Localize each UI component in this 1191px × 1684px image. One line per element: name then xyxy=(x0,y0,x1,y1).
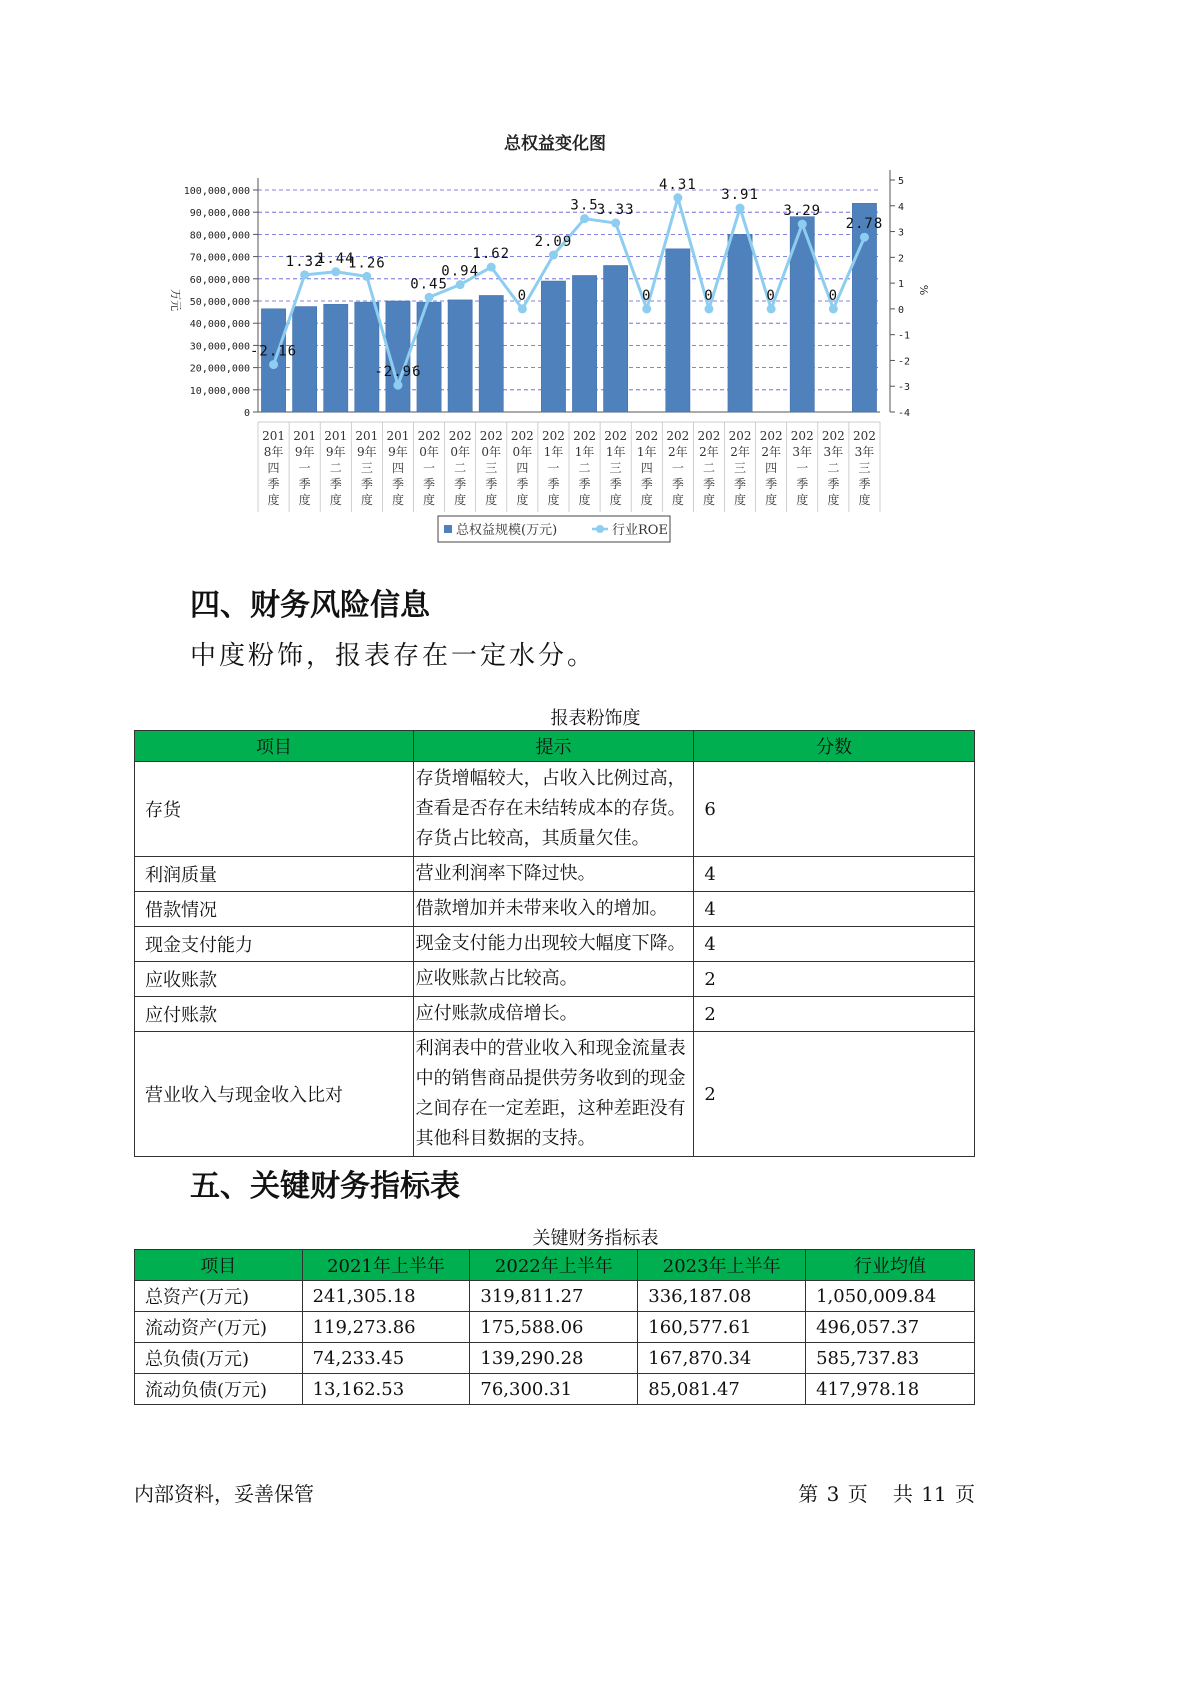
roe-point xyxy=(331,267,340,276)
risk-hint-cell: 应付账款成倍增长。 xyxy=(413,997,694,1032)
roe-data-label: 0 xyxy=(642,287,652,304)
risk-hint-cell: 利润表中的营业收入和现金流量表中的销售商品提供劳务收到的现金之间存在一定差距，这种差距没有其他科目数据的支持。 xyxy=(413,1032,694,1157)
metric-value-cell: 119,273.86 xyxy=(302,1312,470,1343)
roe-data-label: 1.32 xyxy=(285,253,324,270)
x-tick-label: 202 xyxy=(541,429,565,443)
section5-heading: 五、关键财务指标表 xyxy=(190,1169,460,1204)
x-tick-label: 9年 xyxy=(294,445,315,459)
roe-data-label: 3.5 xyxy=(570,197,599,214)
risk-item-cell: 现金支付能力 xyxy=(135,927,414,962)
roe-point xyxy=(860,233,869,242)
section4-paragraph: 中度粉饰，报表存在一定水分。 xyxy=(190,641,597,671)
metric-name-cell: 流动资产(万元) xyxy=(135,1312,303,1343)
roe-point xyxy=(269,360,278,369)
x-tick-label: 201 xyxy=(293,429,317,443)
x-tick-label: 四 xyxy=(267,461,280,475)
risk-hint-cell: 借款增加并未带来收入的增加。 xyxy=(413,892,694,927)
metric-value-cell: 139,290.28 xyxy=(470,1343,638,1374)
x-tick-label: 季 xyxy=(609,477,622,491)
x-tick-label: 0年 xyxy=(450,445,470,459)
y-right-tick-label: 4 xyxy=(898,201,905,213)
x-tick-label: 一 xyxy=(547,461,560,475)
x-tick-label: 202 xyxy=(573,429,597,443)
x-tick-label: 201 xyxy=(324,429,348,443)
risk-item-cell: 利润质量 xyxy=(135,857,414,892)
x-tick-label: 二 xyxy=(827,461,840,475)
header-cell: 2022年上半年 xyxy=(470,1250,638,1281)
y-right-tick-label: 5 xyxy=(898,176,905,187)
roe-data-label: 3.29 xyxy=(783,203,822,220)
risk-item-cell: 营业收入与现金收入比对 xyxy=(135,1032,414,1157)
x-tick-label: 度 xyxy=(765,493,778,507)
roe-point xyxy=(611,219,620,228)
roe-point xyxy=(767,304,776,313)
roe-point xyxy=(425,293,434,302)
y-left-tick-label: 50,000,000 xyxy=(189,297,250,308)
footer-left: 内部资料，妥善保管 xyxy=(134,1482,314,1506)
x-tick-label: 202 xyxy=(728,429,752,443)
x-tick-label: 度 xyxy=(609,493,622,507)
x-tick-label: 季 xyxy=(765,477,778,491)
x-tick-label: 三 xyxy=(858,461,871,475)
x-tick-label: 2年 xyxy=(699,445,719,459)
risk-table xyxy=(134,730,975,1157)
x-tick-label: 202 xyxy=(479,429,503,443)
roe-data-label: 1.44 xyxy=(316,250,355,267)
metrics-table-row xyxy=(135,1281,975,1312)
bar-total-equity xyxy=(479,295,503,412)
roe-data-label: 1.62 xyxy=(472,246,511,263)
roe-point xyxy=(704,304,713,313)
y-left-tick-label: 70,000,000 xyxy=(189,252,250,264)
x-tick-label: 度 xyxy=(827,493,840,507)
x-tick-label: 季 xyxy=(578,477,591,491)
risk-score-cell: 2 xyxy=(694,997,975,1032)
bar-total-equity xyxy=(324,304,348,412)
risk-hint-cell: 应收账款占比较高。 xyxy=(413,962,694,997)
roe-data-label: 3.91 xyxy=(721,187,759,204)
x-tick-label: 度 xyxy=(702,493,715,507)
x-tick-label: 202 xyxy=(635,429,659,443)
y-left-tick-label: 30,000,000 xyxy=(189,341,250,353)
y-right-tick-label: 0 xyxy=(898,304,905,316)
x-tick-label: 3年 xyxy=(854,445,875,459)
metrics-table-row xyxy=(135,1343,975,1374)
risk-table-row xyxy=(135,892,975,927)
x-tick-label: 三 xyxy=(360,461,373,475)
header-cell: 项目 xyxy=(135,1250,303,1281)
risk-table-row xyxy=(135,762,975,857)
roe-point xyxy=(736,204,745,213)
risk-score-cell: 4 xyxy=(694,927,975,962)
roe-data-label: 0 xyxy=(828,287,839,304)
bar-total-equity xyxy=(604,265,628,412)
risk-table-caption: 报表粉饰度 xyxy=(550,708,641,729)
x-tick-label: 度 xyxy=(423,493,436,507)
section4-heading: 四、财务风险信息 xyxy=(190,588,430,623)
risk-table-row xyxy=(135,857,975,892)
x-tick-label: 8年 xyxy=(263,445,284,459)
y-left-tick-label: 0 xyxy=(243,408,250,419)
risk-item-cell: 借款情况 xyxy=(135,892,414,927)
x-tick-label: 202 xyxy=(604,429,628,443)
y-left-tick-label: 80,000,000 xyxy=(189,230,250,242)
x-tick-label: 度 xyxy=(485,493,498,507)
metric-name-cell: 总资产(万元) xyxy=(135,1281,303,1312)
header-cell: 行业均值 xyxy=(806,1250,975,1281)
x-tick-label: 9年 xyxy=(388,445,408,459)
x-tick-label: 1年 xyxy=(543,445,564,459)
metric-value-cell: 13,162.53 xyxy=(302,1374,470,1405)
risk-hint-cell: 存货增幅较大，占收入比例过高，查看是否存在未结转成本的存货。存货占比较高，其质量欠佳。 xyxy=(413,762,694,857)
x-tick-label: 二 xyxy=(578,461,591,475)
x-tick-label: 度 xyxy=(454,493,467,507)
x-tick-label: 四 xyxy=(640,461,653,475)
risk-score-cell: 6 xyxy=(694,762,975,857)
risk-score-cell: 4 xyxy=(694,892,975,927)
total-prefix: 共 xyxy=(892,1482,913,1506)
x-tick-label: 度 xyxy=(671,493,684,507)
x-tick-label: 季 xyxy=(454,477,467,491)
x-tick-label: 度 xyxy=(329,493,342,507)
roe-data-label: 1.26 xyxy=(347,255,386,272)
x-tick-label: 202 xyxy=(510,429,534,443)
metrics-table-row xyxy=(135,1312,975,1343)
x-tick-label: 202 xyxy=(821,429,845,443)
metric-value-cell: 167,870.34 xyxy=(638,1343,806,1374)
y-right-tick-label: -3 xyxy=(898,382,911,394)
x-tick-label: 度 xyxy=(578,493,591,507)
y-left-tick-label: 60,000,000 xyxy=(189,274,250,286)
x-tick-label: 度 xyxy=(547,493,560,507)
x-tick-label: 1年 xyxy=(574,445,595,459)
metric-value-cell: 1,050,009.84 xyxy=(806,1281,975,1312)
x-tick-label: 季 xyxy=(298,477,311,491)
x-tick-label: 一 xyxy=(298,461,311,475)
x-tick-label: 季 xyxy=(485,477,498,491)
roe-data-label: 2.09 xyxy=(534,234,573,251)
legend-label-roe: 行业ROE xyxy=(612,523,668,538)
y-left-tick-label: 10,000,000 xyxy=(189,385,250,397)
y-right-tick-label: 2 xyxy=(898,253,905,265)
x-tick-label: 四 xyxy=(516,461,529,475)
metrics-table-caption: 关键财务指标表 xyxy=(532,1228,659,1249)
y-right-tick-label: -1 xyxy=(898,330,911,342)
x-tick-label: 度 xyxy=(516,493,529,507)
x-tick-label: 季 xyxy=(516,477,529,491)
x-tick-label: 季 xyxy=(391,477,404,491)
roe-point xyxy=(798,220,807,229)
x-tick-label: 度 xyxy=(360,493,373,507)
roe-point xyxy=(518,304,527,313)
metric-name-cell: 总负债(万元) xyxy=(135,1343,303,1374)
roe-point xyxy=(580,214,589,223)
x-tick-label: 度 xyxy=(796,493,809,507)
metric-value-cell: 496,057.37 xyxy=(806,1312,975,1343)
roe-data-label: 0 xyxy=(517,287,528,304)
roe-point xyxy=(549,251,558,260)
risk-table-row xyxy=(135,927,975,962)
roe-data-label: -2.96 xyxy=(374,364,422,381)
metric-value-cell: 336,187.08 xyxy=(638,1281,806,1312)
roe-data-label: -2.16 xyxy=(249,343,298,360)
risk-score-cell: 2 xyxy=(694,962,975,997)
header-cell: 项目 xyxy=(135,731,414,762)
x-tick-label: 度 xyxy=(391,493,404,507)
x-tick-label: 201 xyxy=(262,429,286,443)
risk-hint-cell: 营业利润率下降过快。 xyxy=(413,857,694,892)
roe-point xyxy=(673,193,682,202)
risk-table-row xyxy=(135,997,975,1032)
x-tick-label: 四 xyxy=(765,461,778,475)
x-tick-label: 9年 xyxy=(357,445,377,459)
x-tick-label: 1年 xyxy=(605,445,626,459)
total-suffix: 页 xyxy=(955,1482,975,1506)
bar-total-equity xyxy=(666,249,690,412)
x-tick-label: 0年 xyxy=(512,445,533,459)
x-tick-label: 二 xyxy=(329,461,342,475)
x-tick-label: 2年 xyxy=(761,445,781,459)
x-tick-label: 202 xyxy=(759,429,783,443)
x-tick-label: 9年 xyxy=(325,445,346,459)
header-cell: 2023年上半年 xyxy=(638,1250,806,1281)
risk-table-row xyxy=(135,962,975,997)
x-tick-label: 201 xyxy=(386,429,410,443)
x-tick-label: 202 xyxy=(852,429,876,443)
risk-hint-cell: 现金支付能力出现较大幅度下降。 xyxy=(413,927,694,962)
x-tick-label: 季 xyxy=(827,477,840,491)
x-tick-label: 202 xyxy=(790,429,814,443)
page-suffix: 页 xyxy=(847,1482,868,1506)
x-tick-label: 季 xyxy=(858,477,871,491)
y-left-tick-label: 40,000,000 xyxy=(189,319,250,331)
bar-total-equity xyxy=(541,281,565,412)
roe-point xyxy=(456,280,465,289)
x-tick-label: 度 xyxy=(267,493,280,507)
page-prefix: 第 xyxy=(798,1482,819,1506)
roe-data-label: 0.45 xyxy=(410,276,448,293)
x-tick-label: 0年 xyxy=(481,445,502,459)
x-tick-label: 季 xyxy=(671,477,684,491)
x-tick-label: 3年 xyxy=(792,445,813,459)
metric-value-cell: 585,737.83 xyxy=(806,1343,975,1374)
x-tick-label: 度 xyxy=(858,493,871,507)
x-tick-label: 二 xyxy=(702,461,715,475)
x-tick-label: 季 xyxy=(547,477,560,491)
x-tick-label: 三 xyxy=(609,461,622,475)
roe-point xyxy=(300,270,309,279)
metric-value-cell: 319,811.27 xyxy=(470,1281,638,1312)
metrics-table-row xyxy=(135,1374,975,1405)
metric-value-cell: 175,588.06 xyxy=(470,1312,638,1343)
x-tick-label: 三 xyxy=(734,461,747,475)
roe-data-label: 0 xyxy=(766,287,776,304)
x-tick-label: 季 xyxy=(702,477,715,491)
risk-score-cell: 4 xyxy=(694,857,975,892)
y-right-tick-label: 1 xyxy=(898,279,905,291)
total-pages: 11 xyxy=(921,1482,947,1506)
x-tick-label: 一 xyxy=(423,461,436,475)
risk-table-header xyxy=(135,731,975,762)
equity-change-chart xyxy=(150,130,1040,600)
y-right-tick-label: -4 xyxy=(898,408,911,419)
roe-point xyxy=(829,304,838,313)
x-tick-label: 202 xyxy=(417,429,441,443)
risk-score-cell: 2 xyxy=(694,1032,975,1157)
legend-label-equity: 总权益规模(万元) xyxy=(456,523,558,538)
risk-item-cell: 应收账款 xyxy=(135,962,414,997)
x-tick-label: 度 xyxy=(640,493,653,507)
x-tick-label: 四 xyxy=(391,461,404,475)
roe-data-label: 4.31 xyxy=(658,176,697,193)
x-tick-label: 3年 xyxy=(823,445,844,459)
x-tick-label: 二 xyxy=(454,461,467,475)
footer-page-info xyxy=(798,1478,975,1507)
x-tick-label: 0年 xyxy=(419,445,439,459)
x-tick-label: 2年 xyxy=(668,445,688,459)
risk-item-cell: 存货 xyxy=(135,762,414,857)
metric-value-cell: 160,577.61 xyxy=(638,1312,806,1343)
x-tick-label: 季 xyxy=(329,477,342,491)
x-tick-label: 1年 xyxy=(636,445,657,459)
roe-point xyxy=(487,263,496,272)
y-right-tick-label: -2 xyxy=(898,356,911,368)
y-left-tick-label: 100,000,000 xyxy=(183,186,250,197)
legend-swatch-dot xyxy=(596,525,604,533)
y-right-axis-label: % xyxy=(917,284,930,296)
chart-title: 总权益变化图 xyxy=(504,134,606,154)
x-tick-label: 季 xyxy=(267,477,280,491)
roe-point xyxy=(642,304,651,313)
legend-swatch-bar xyxy=(444,525,452,533)
bar-total-equity xyxy=(572,275,596,412)
bar-total-equity xyxy=(355,302,379,412)
roe-point xyxy=(362,272,371,281)
header-cell: 2021年上半年 xyxy=(302,1250,470,1281)
metrics-table-header xyxy=(135,1250,975,1281)
x-tick-label: 季 xyxy=(640,477,653,491)
y-left-tick-label: 90,000,000 xyxy=(189,208,250,220)
x-tick-label: 202 xyxy=(448,429,472,443)
x-tick-label: 季 xyxy=(360,477,373,491)
y-left-tick-label: 20,000,000 xyxy=(189,363,250,375)
metric-value-cell: 241,305.18 xyxy=(302,1281,470,1312)
x-tick-label: 度 xyxy=(298,493,311,507)
x-tick-label: 季 xyxy=(796,477,809,491)
x-tick-label: 202 xyxy=(666,429,690,443)
y-left-axis-label: 万元 xyxy=(169,289,182,311)
risk-item-cell: 应付账款 xyxy=(135,997,414,1032)
metric-value-cell: 76,300.31 xyxy=(470,1374,638,1405)
header-cell: 分数 xyxy=(694,731,975,762)
y-right-tick-label: 3 xyxy=(898,227,905,239)
x-tick-label: 一 xyxy=(796,461,809,475)
x-tick-label: 度 xyxy=(734,493,747,507)
roe-data-label: 0.94 xyxy=(441,263,480,280)
bar-total-equity xyxy=(448,300,472,412)
x-tick-label: 202 xyxy=(697,429,721,443)
roe-data-label: 3.33 xyxy=(596,202,635,219)
metrics-table xyxy=(134,1249,975,1405)
roe-data-label: 0 xyxy=(704,287,714,304)
metric-name-cell: 流动负债(万元) xyxy=(135,1374,303,1405)
header-cell: 提示 xyxy=(413,731,694,762)
risk-table-row xyxy=(135,1032,975,1157)
x-tick-label: 一 xyxy=(671,461,684,475)
metric-value-cell: 417,978.18 xyxy=(806,1374,975,1405)
x-tick-label: 季 xyxy=(423,477,436,491)
roe-data-label: 2.78 xyxy=(845,216,884,233)
x-tick-label: 季 xyxy=(734,477,747,491)
x-tick-label: 201 xyxy=(355,429,379,443)
metric-value-cell: 85,081.47 xyxy=(638,1374,806,1405)
x-tick-label: 三 xyxy=(485,461,498,475)
bar-total-equity xyxy=(728,234,752,412)
roe-point xyxy=(393,381,402,390)
page-number: 3 xyxy=(826,1482,840,1506)
metric-value-cell: 74,233.45 xyxy=(302,1343,470,1374)
x-tick-label: 2年 xyxy=(730,445,750,459)
